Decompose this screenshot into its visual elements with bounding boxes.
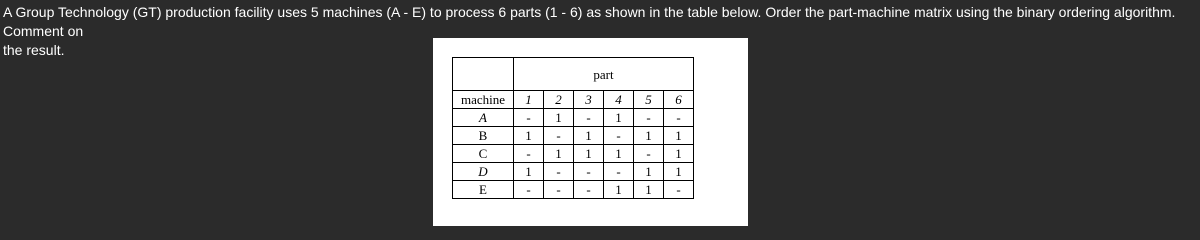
header-row-part bbox=[453, 58, 694, 91]
matrix-cell: - bbox=[544, 163, 574, 181]
matrix-cell: - bbox=[574, 181, 604, 199]
part-number: 3 bbox=[574, 91, 604, 109]
matrix-cell: 1 bbox=[514, 163, 544, 181]
matrix-cell: - bbox=[514, 145, 544, 163]
table-row bbox=[453, 145, 694, 163]
matrix-cell: 1 bbox=[574, 127, 604, 145]
matrix-cell: - bbox=[664, 109, 694, 127]
machine-label: A bbox=[453, 109, 514, 127]
machine-header: machine bbox=[453, 91, 514, 109]
matrix-cell: 1 bbox=[544, 109, 574, 127]
matrix-cell: 1 bbox=[664, 163, 694, 181]
machine-label: B bbox=[453, 127, 514, 145]
matrix-cell: - bbox=[634, 145, 664, 163]
question-line-2: the result. bbox=[3, 42, 65, 58]
part-number: 1 bbox=[514, 91, 544, 109]
question-line-1: A Group Technology (GT) production facility uses 5 machines (A - E) to process 6 parts (1 - 6) as shown in the table below. Order the part-machine matrix using the binary ordering algorithm. Comment on bbox=[3, 4, 1176, 39]
part-number: 5 bbox=[634, 91, 664, 109]
part-number: 2 bbox=[544, 91, 574, 109]
matrix-cell: 1 bbox=[634, 181, 664, 199]
part-header: part bbox=[514, 58, 694, 91]
table-row bbox=[453, 109, 694, 127]
part-number: 4 bbox=[604, 91, 634, 109]
table-figure bbox=[433, 38, 748, 226]
machine-label: C bbox=[453, 145, 514, 163]
part-number: 6 bbox=[664, 91, 694, 109]
matrix-cell: - bbox=[514, 109, 544, 127]
machine-label: E bbox=[453, 181, 514, 199]
matrix-cell: 1 bbox=[634, 127, 664, 145]
table-row bbox=[453, 127, 694, 145]
matrix-cell: 1 bbox=[544, 145, 574, 163]
matrix-cell: 1 bbox=[604, 181, 634, 199]
table-row bbox=[453, 163, 694, 181]
matrix-cell: - bbox=[574, 163, 604, 181]
matrix-cell: 1 bbox=[604, 109, 634, 127]
matrix-cell: - bbox=[604, 163, 634, 181]
matrix-cell: - bbox=[604, 127, 634, 145]
matrix-cell: 1 bbox=[604, 145, 634, 163]
matrix-cell: 1 bbox=[634, 163, 664, 181]
blank-header-cell bbox=[453, 58, 514, 91]
matrix-cell: 1 bbox=[664, 127, 694, 145]
matrix-cell: 1 bbox=[574, 145, 604, 163]
matrix-cell: - bbox=[514, 181, 544, 199]
matrix-cell: - bbox=[634, 109, 664, 127]
header-row-parts bbox=[453, 91, 694, 109]
matrix-cell: - bbox=[574, 109, 604, 127]
matrix-cell: 1 bbox=[514, 127, 544, 145]
matrix-cell: - bbox=[664, 181, 694, 199]
machine-label: D bbox=[453, 163, 514, 181]
matrix-cell: - bbox=[544, 181, 574, 199]
part-machine-matrix bbox=[452, 57, 694, 199]
matrix-cell: 1 bbox=[664, 145, 694, 163]
table-row bbox=[453, 181, 694, 199]
matrix-cell: - bbox=[544, 127, 574, 145]
